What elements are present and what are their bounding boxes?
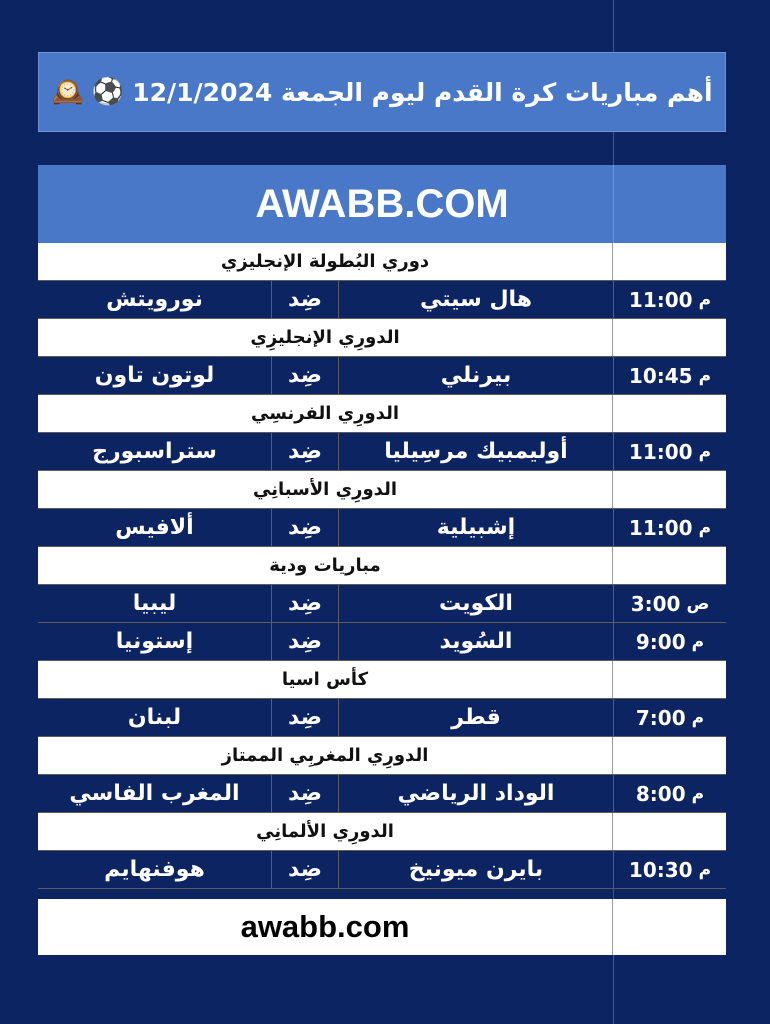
kickoff-time bbox=[613, 357, 726, 394]
time-value: 11:00 bbox=[628, 439, 693, 464]
away-team: نورويتش bbox=[106, 287, 203, 312]
am-pm-marker: م bbox=[691, 783, 705, 804]
home-team: بايرن ميونيخ bbox=[338, 851, 613, 888]
league-name: كأس اسيا bbox=[38, 661, 613, 698]
site-banner-text: AWABB.COM bbox=[255, 181, 509, 226]
league-name: الدورِي الأسبانِي bbox=[38, 471, 613, 508]
versus-label: ضِد bbox=[271, 851, 338, 888]
away-team: ستراسبورج bbox=[92, 439, 217, 464]
away-team: لبنان bbox=[127, 705, 182, 730]
league-name: مباريات ودية bbox=[38, 547, 613, 584]
versus-label: ضِد bbox=[271, 281, 338, 318]
am-pm-marker: م bbox=[698, 289, 712, 310]
home-team: الكويت bbox=[338, 585, 613, 622]
page-title: أهم مباريات كرة القدم ليوم الجمعة 12/1/2024 bbox=[132, 77, 713, 107]
kickoff-time bbox=[613, 775, 726, 812]
home-team: إشبيلية bbox=[338, 509, 613, 546]
match-row bbox=[38, 851, 726, 889]
time-value: 11:00 bbox=[628, 515, 693, 540]
league-name: الدورِي المغربِي الممتاز bbox=[38, 737, 613, 774]
am-pm-marker: م bbox=[698, 441, 712, 462]
league-row bbox=[38, 547, 726, 585]
home-team: بيرنلي bbox=[338, 357, 613, 394]
match-row bbox=[38, 585, 726, 623]
footer-site-text: awabb.com bbox=[38, 899, 613, 955]
am-pm-marker: ص bbox=[686, 593, 710, 614]
league-name: الدورِي الإنجليزِي bbox=[38, 319, 613, 356]
away-team: المغرب الفاسي bbox=[69, 781, 240, 806]
match-row bbox=[38, 281, 726, 319]
match-schedule-table bbox=[38, 243, 726, 889]
home-team: هال سيتي bbox=[338, 281, 613, 318]
league-name: دوري البُطولة الإنجليزي bbox=[38, 243, 613, 280]
away-team: لوتون تاون bbox=[94, 363, 215, 388]
away-team: ليبيا bbox=[132, 591, 177, 616]
league-row bbox=[38, 471, 726, 509]
league-row bbox=[38, 661, 726, 699]
versus-label: ضِد bbox=[271, 433, 338, 470]
versus-label: ضِد bbox=[271, 585, 338, 622]
league-row bbox=[38, 737, 726, 775]
banner-divider bbox=[613, 165, 614, 243]
site-banner bbox=[38, 165, 726, 243]
match-row bbox=[38, 623, 726, 661]
league-row bbox=[38, 319, 726, 357]
time-value: 3:00 bbox=[630, 591, 681, 616]
kickoff-time bbox=[613, 433, 726, 470]
am-pm-marker: م bbox=[698, 365, 712, 386]
versus-label: ضِد bbox=[271, 699, 338, 736]
mantel-clock-icon: 🕰️ bbox=[51, 77, 84, 107]
match-row bbox=[38, 775, 726, 813]
time-value: 10:30 bbox=[628, 857, 693, 882]
versus-label: ضِد bbox=[271, 623, 338, 660]
match-row bbox=[38, 509, 726, 547]
kickoff-time bbox=[613, 509, 726, 546]
kickoff-time bbox=[613, 623, 726, 660]
am-pm-marker: م bbox=[698, 859, 712, 880]
soccer-ball-icon: ⚽ bbox=[91, 77, 125, 107]
footer bbox=[38, 899, 726, 955]
match-row bbox=[38, 357, 726, 395]
home-team: قطر bbox=[338, 699, 613, 736]
match-row bbox=[38, 433, 726, 471]
am-pm-marker: م bbox=[691, 707, 705, 728]
versus-label: ضِد bbox=[271, 775, 338, 812]
match-row bbox=[38, 699, 726, 737]
time-value: 10:45 bbox=[628, 363, 693, 388]
league-name: الدورِي الفرنسِي bbox=[38, 395, 613, 432]
page-title-box bbox=[38, 52, 726, 132]
league-row bbox=[38, 395, 726, 433]
am-pm-marker: م bbox=[698, 517, 712, 538]
am-pm-marker: م bbox=[691, 631, 705, 652]
time-value: 7:00 bbox=[635, 705, 686, 730]
away-team: ألافيس bbox=[115, 515, 194, 540]
home-team: السُويد bbox=[338, 623, 613, 660]
time-value: 8:00 bbox=[635, 781, 686, 806]
league-row bbox=[38, 813, 726, 851]
kickoff-time bbox=[613, 699, 726, 736]
time-value: 11:00 bbox=[628, 287, 693, 312]
kickoff-time bbox=[613, 851, 726, 888]
home-team: أوليمبيك مرسِيليا bbox=[338, 433, 613, 470]
time-value: 9:00 bbox=[635, 629, 686, 654]
versus-label: ضِد bbox=[271, 357, 338, 394]
versus-label: ضِد bbox=[271, 509, 338, 546]
kickoff-time bbox=[613, 585, 726, 622]
league-name: الدورِي الألمانِي bbox=[38, 813, 613, 850]
kickoff-time bbox=[613, 281, 726, 318]
away-team: هوفنهايم bbox=[104, 857, 205, 882]
league-row bbox=[38, 243, 726, 281]
away-team: إستونيا bbox=[115, 629, 194, 654]
home-team: الوداد الرياضي bbox=[338, 775, 613, 812]
